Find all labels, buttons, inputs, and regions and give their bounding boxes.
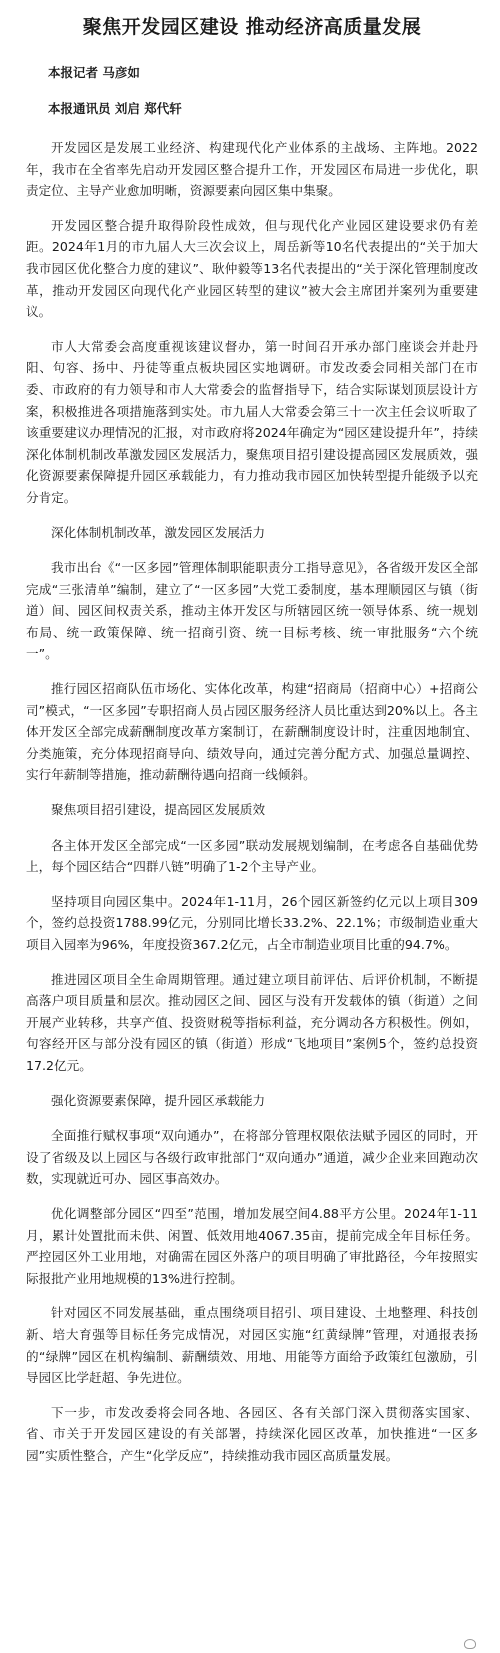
body-paragraph: 全面推行赋权事项“双向通办”，在将部分管理权限依法赋予园区的同时，开设了省级及以上园区与各级行政审批部门“双向通办”通道，减少企业来回跑动次数，实现就近可办、园区事高效办。 xyxy=(26,1128,478,1187)
section-heading: 深化体制机制改革，激发园区发展活力 xyxy=(51,524,266,540)
section-heading: 聚焦项目招引建设，提高园区发展质效 xyxy=(51,802,266,818)
body-paragraph: 坚持项目向园区集中。2024年1-11月，26个园区新签约亿元以上项目309个，签约总投资1788.99亿元，分别同比增长33.2%、22.1%；市级制造业重大项目入园率为96%，年度投资367.2亿元，占全市制造业项目比重的94.7%。 xyxy=(26,893,478,952)
body-paragraph: 优化调整部分园区“四至”范围，增加发展空间4.88平方公里。2024年1-11月，累计处置批而未供、闲置、低效用地4067.35亩，提前完成全年目标任务。严控园区外工业用地，对确需在园区外落户的项目明确了审批路径，今年按照实际报批产业用地规模的13%进行控制。 xyxy=(26,1205,478,1286)
section-heading: 强化资源要素保障，提升园区承载能力 xyxy=(51,1092,266,1108)
body-paragraph: 下一步，市发改委将会同各地、各园区、各有关部门深入贯彻落实国家、省、市关于开发园区建设的有关部署，持续深化园区改革，加快推进“一区多园”实质性整合，产生“化学反应”，持续推动我市园区高质量发展。 xyxy=(26,1404,478,1463)
body-paragraph: 针对园区不同发展基础，重点围绕项目招引、项目建设、土地整理、科技创新、培大育强等目标任务完成情况，对园区实施“红黄绿牌”管理，对通报表扬的“绿牌”园区在机构编制、薪酬绩效、用地、用能等方面给予政策红包激励，引导园区比学赶超、争先进位。 xyxy=(26,1305,478,1386)
reporter-byline: 本报记者 马彦如 xyxy=(48,65,140,80)
body-paragraph: 推行园区招商队伍市场化、实体化改革，构建“招商局（招商中心）+招商公司”模式，“一区多园”专职招商人员占园区服务经济人员比重达到20%以上。各主体开发区全部完成薪酬制度改革方案制订，在薪酬制度设计时，注重因地制宜、分类施策，充分体现招商导向、绩效导向，通过完善分配方式、加强总量调控、实行年薪制等措施，推动薪酬待遇向招商一线倾斜。 xyxy=(26,681,478,783)
body-paragraph: 我市出台《“一区多园”管理体制职能职责分工指导意见》，各省级开发区全部完成“三张清单”编制，建立了“一区多园”大党工委制度，基本理顺园区与镇（街道）间、园区间权责关系，推动主体开发区与所辖园区统一领导体系、统一规划布局、统一政策保障、统一招商引资、统一目标考核、统一审批服务“六个统一”。 xyxy=(26,560,478,662)
article-body xyxy=(26,137,478,1466)
weibo-logo-icon xyxy=(464,1639,476,1649)
body-paragraph: 开发园区是发展工业经济、构建现代化产业体系的主战场、主阵地。2022年，我市在全省率先启动开发园区整合提升工作，开发园区布局进一步优化，职责定位、主导产业愈加明晰，资源要素向园区集中集聚。 xyxy=(26,140,478,199)
body-paragraph: 开发园区整合提升取得阶段性成效，但与现代化产业园区建设要求仍有差距。2024年1月的市九届人大三次会议上，周岳新等10名代表提出的“关于加大我市园区优化整合力度的建议”、耿仲毅等13名代表提出的“关于深化管理制度改革，推动开发园区向现代化产业园区转型的建议”被大会主席团并案列为重要建议。 xyxy=(26,217,478,320)
body-paragraph: 各主体开发区全部完成“一区多园”联动发展规划编制，在考虑各自基础优势上，每个园区结合“四群八链”明确了1-2个主导产业。 xyxy=(26,837,478,875)
correspondent-byline: 本报通讯员 刘启 郑代轩 xyxy=(48,101,182,116)
body-paragraph: 推进园区项目全生命周期管理。通过建立项目前评估、后评价机制，不断提高落户项目质量和层次。推动园区之间、园区与没有开发载体的镇（街道）之间开展产业转移，共享产值、投资财税等指标利益，充分调动各方积极性。例如，句容经开区与部分没有园区的镇（街道）形成“飞地项目”案例5个，签约总投资17.2亿元。 xyxy=(26,971,478,1073)
watermark xyxy=(464,1639,476,1649)
body-paragraph: 市人大常委会高度重视该建议督办，第一时间召开承办部门座谈会并赴丹阳、句容、扬中、丹徒等重点板块园区实地调研。市发改委会同相关部门在市委、市政府的有力领导和市人大常委会的监督指导下，结合实际谋划顶层设计方案，积极推进各项措施落到实处。市九届人大常委会第三十一次主任会议听取了该重要建议办理情况的汇报，对市政府将2024年确定为“园区建设提升年”，持续深化体制机制改革激发园区发展活力，聚焦项目招引建设提高园区发展质效，强化资源要素保障提升园区承载能力，有力推动我市园区加快转型提升能级予以充分肯定。 xyxy=(26,338,478,505)
article-title: 聚焦开发园区建设 推动经济高质量发展 xyxy=(82,16,422,38)
